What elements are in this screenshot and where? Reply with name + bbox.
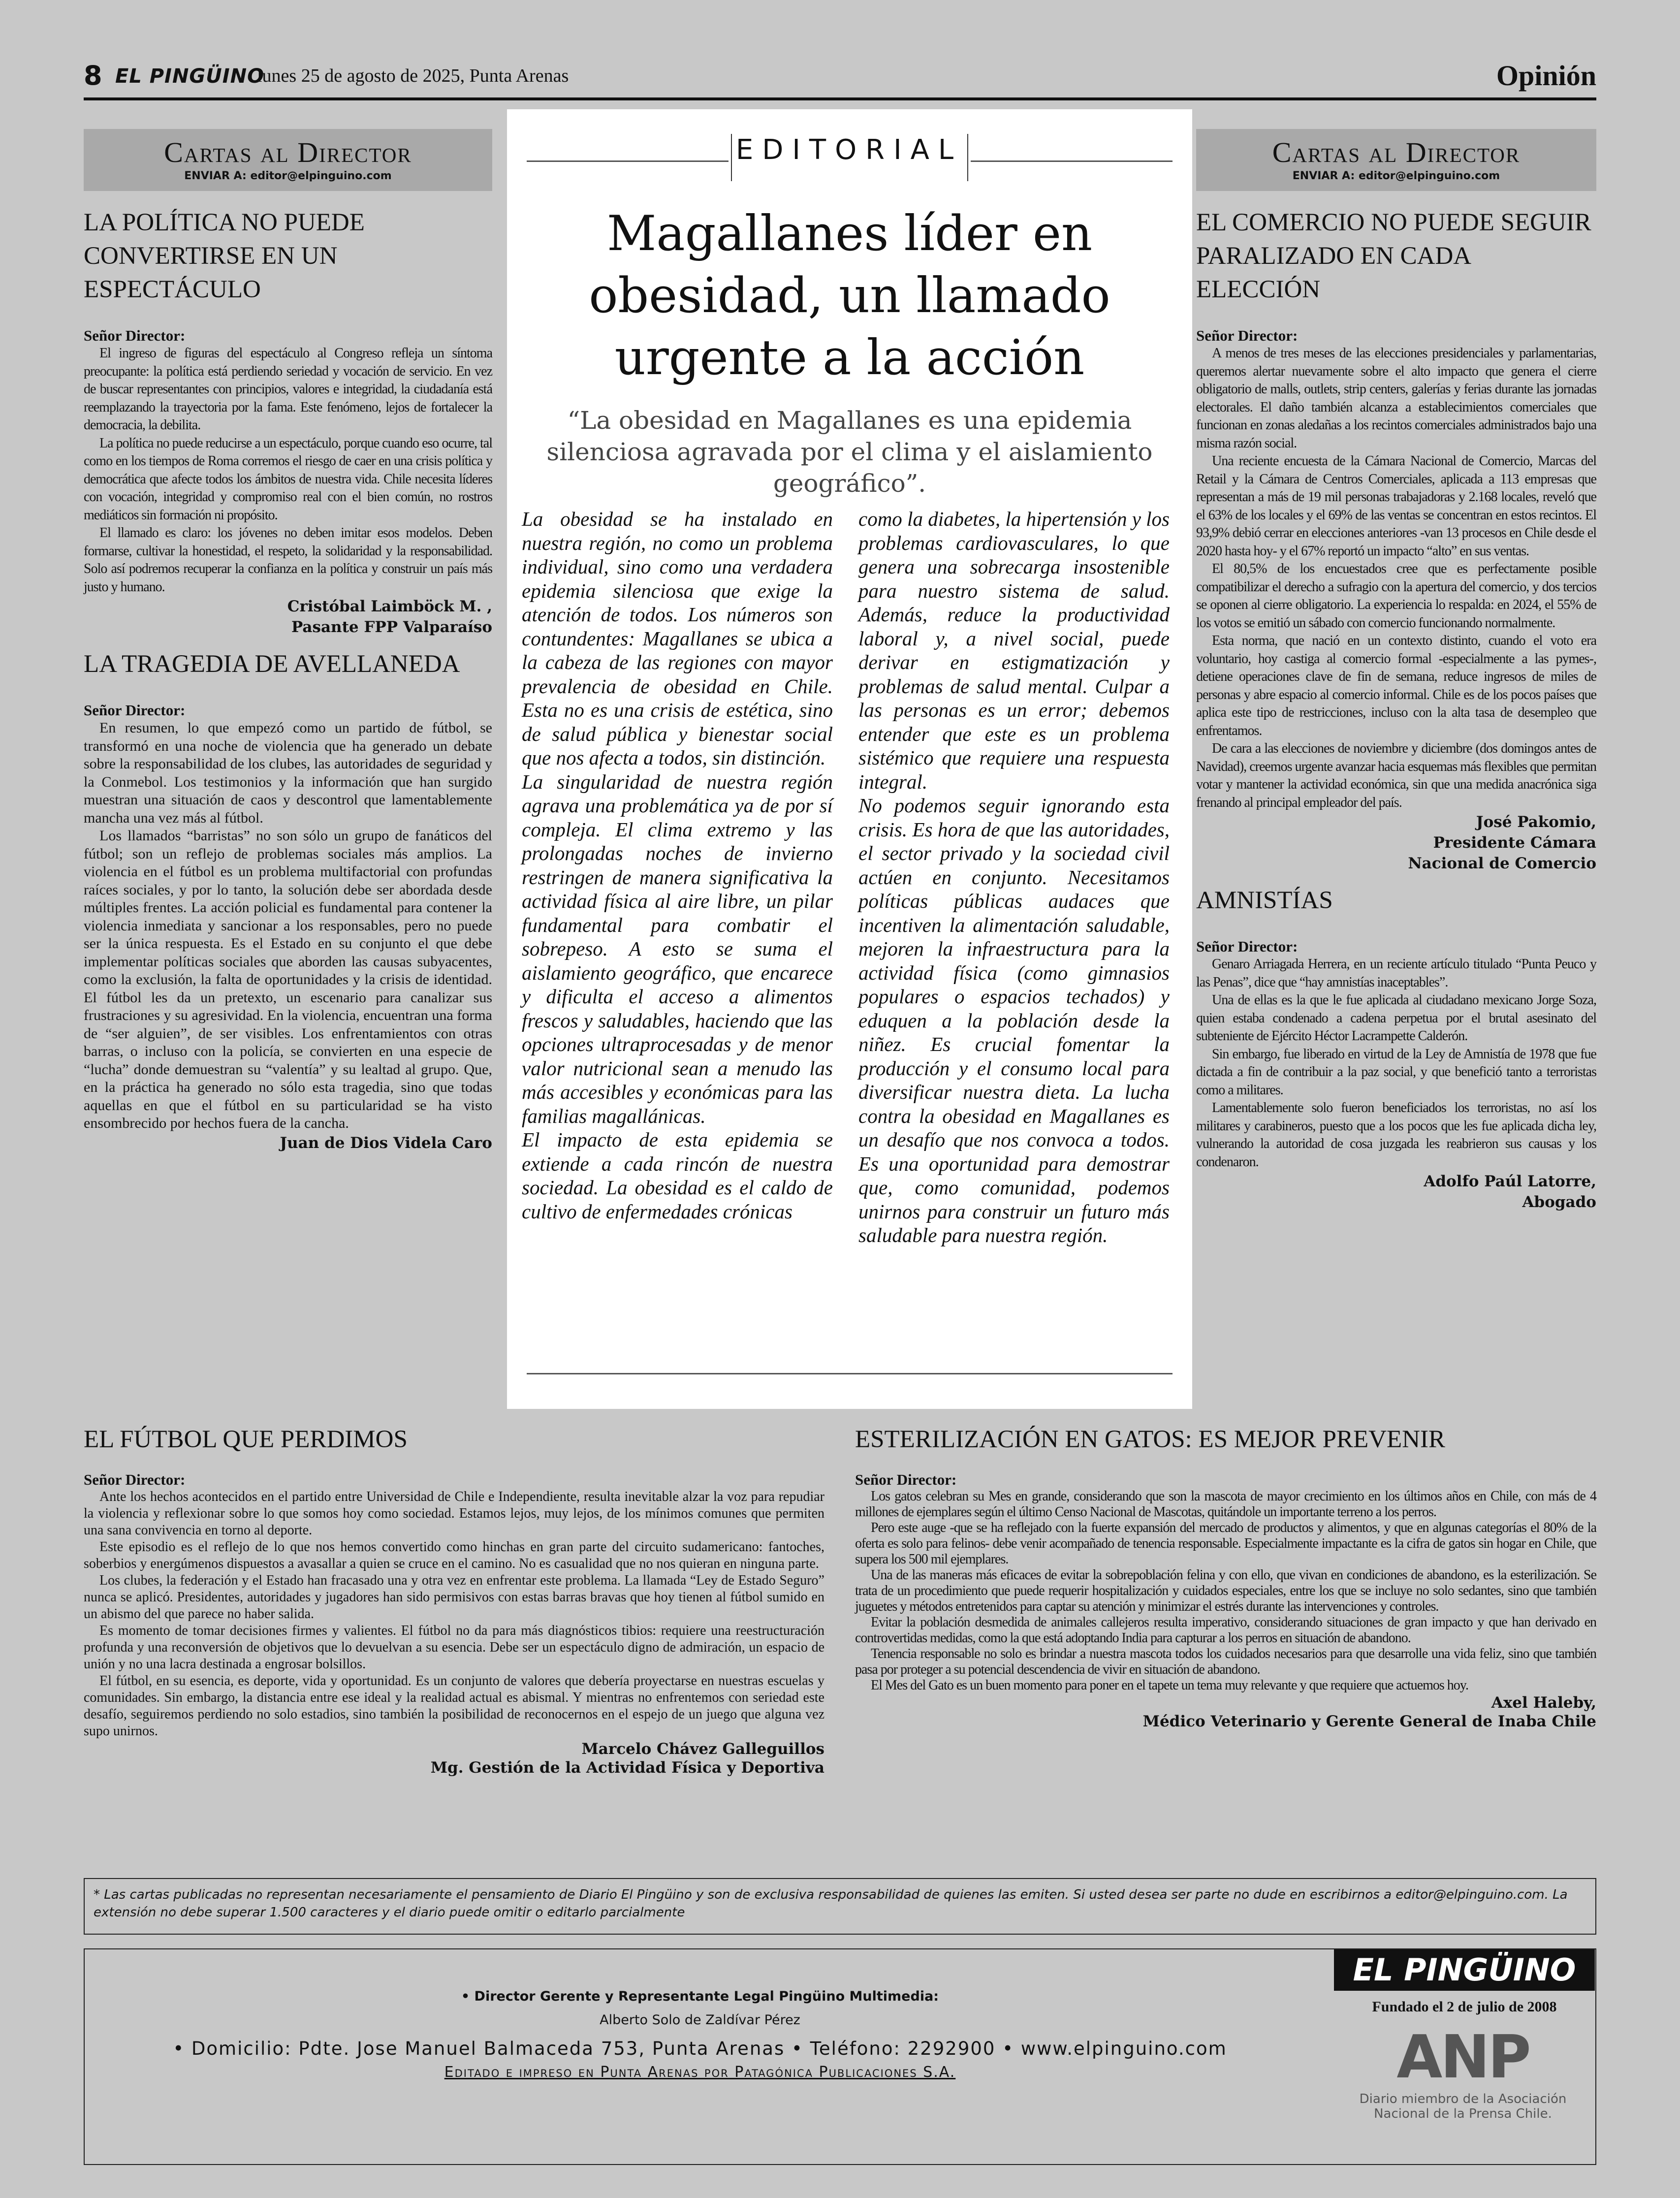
signature bbox=[1196, 1171, 1596, 1212]
brand-name: EL PINGÜINO bbox=[115, 65, 265, 88]
letter-body bbox=[1196, 345, 1596, 812]
anp-logo-icon: ANP bbox=[1396, 2023, 1529, 2092]
founded-date: Fundado el 2 de julio de 2008 bbox=[1372, 1999, 1557, 2015]
editorial-title: Magallanes líder en obesidad, un llamado urgente a la acción bbox=[589, 206, 1110, 386]
letter-body bbox=[1196, 956, 1596, 1171]
left-column bbox=[84, 129, 492, 1153]
paragraph: En resumen, lo que empezó como un partido de fútbol, se transformó en una noche de violencia que ha generado un debate sobre la responsabilidad de los clubes, las autoridades de seguridad y la Conmebol. Los testimonios y la información que han surgido muestran una situación de caos y descontrol que lamentablemente mancha una vez más al fútbol. bbox=[84, 720, 492, 826]
paragraph: Una reciente encuesta de la Cámara Nacional de Comercio, Marcas del Retail y la Cámara de Centros Comerciales, aplicada a 113 empresas que representan a más de 19 mil personas trabajadoras y 2.168 locales, reveló que el 63% de los locales y el 69% de las ventas se concentran en estos recintos. El 93,9% debió cerrar en elecciones anteriores -van 13 procesos en Chile desde el 2020 hasta hoy- y el 67% reportó un impacto “alto” en sus ventas. bbox=[1196, 453, 1596, 559]
editorial-label-bar-right bbox=[967, 134, 968, 181]
dateline: lunes 25 de agosto de 2025, Punta Arenas bbox=[257, 65, 569, 86]
signature-title: Médico Veterinario y Gerente General de Inaba Chile bbox=[1142, 1713, 1596, 1730]
salutation: Señor Director: bbox=[84, 1471, 186, 1488]
letters-header-box bbox=[84, 129, 492, 191]
anp-caption-line1: Diario miembro de la Asociación bbox=[1359, 2092, 1567, 2106]
paragraph: Ante los hechos acontecidos en el partido entre Universidad de Chile e Independiente, resulta inevitable alzar la voz para repudiar la violencia y reflexionar sobre lo que somos hoy como sociedad. Estamos lejos, muy lejos, de los mínimos comunes que permiten una sana convivencia en torno al deporte. bbox=[84, 1489, 824, 1538]
signature bbox=[84, 1133, 492, 1153]
paragraph: El ingreso de figuras del espectáculo al Congreso refleja un síntoma preocupante: la política está perdiendo seriedad y vocación de servicio. En vez de buscar representantes con principios, valores e integridad, la ciudadanía está reemplazando la trayectoria por la fama. Este fenómeno, lejos de fortalecer la democracia, la debilita. bbox=[84, 346, 492, 433]
letters-header-email: ENVIAR A: editor@elpinguino.com bbox=[1292, 170, 1500, 182]
letter-headline: ESTERILIZACIÓN EN GATOS: ES MEJOR PREVENIR bbox=[855, 1426, 1445, 1453]
signature-title: Presidente Cámara bbox=[1433, 834, 1596, 852]
bottom-left-letter bbox=[84, 1423, 824, 1777]
signature-name: Juan de Dios Videla Caro bbox=[280, 1134, 492, 1152]
signature-name: Marcelo Chávez Galleguillos bbox=[581, 1740, 824, 1758]
footer-box bbox=[84, 1948, 1596, 2165]
letters-header-box bbox=[1196, 129, 1596, 191]
paragraph: De cara a las elecciones de noviembre y diciembre (dos domingos antes de Navidad), creemos urgente avanzar hacia esquemas más flexibles que permitan votar y mantener la actividad económica, sin que una medida anacrónica siga frenando al principal empleador del país. bbox=[1196, 741, 1596, 810]
director-name: Alberto Solo de Zaldívar Pérez bbox=[600, 2012, 800, 2028]
letter-body bbox=[855, 1489, 1596, 1693]
paragraph: Pero este auge -que se ha reflejado con la fuerte expansión del mercado de productos y alimentos, y que en algunas categorías el 80% de la oferta es solo para felinos- debe venir acompañado de tenencia responsable. Especialmente impactante es la cifra de gatos sin hogar en Chile, que supera los 500 mil ejemplares. bbox=[855, 1520, 1596, 1567]
signature-name: Cristóbal Laimböck M. , bbox=[287, 598, 492, 615]
salutation: Señor Director: bbox=[855, 1471, 957, 1488]
signature-name: José Pakomio, bbox=[1476, 813, 1596, 831]
editorial-column-2 bbox=[858, 507, 1170, 1247]
signature-name: Adolfo Paúl Latorre, bbox=[1424, 1173, 1596, 1190]
footer-brand-logo: EL PINGÜINO bbox=[1334, 1949, 1595, 1991]
paragraph: Sin embargo, fue liberado en virtud de la Ley de Amnistía de 1978 que fue dictada a fin de contribuir a la paz social, y que benefició tanto a terroristas como a militares. bbox=[1196, 1046, 1596, 1098]
signature bbox=[84, 1740, 824, 1777]
paragraph: Una de ellas es la que le fue aplicada al ciudadano mexicano Jorge Soza, quien estaba condenado a cadena perpetua por el brutal asesinato del subteniente de Ejército Héctor Lacrampette Calderón. bbox=[1196, 992, 1596, 1044]
page-number: 8 bbox=[84, 60, 102, 91]
letter-headline: EL FÚTBOL QUE PERDIMOS bbox=[84, 1426, 408, 1453]
paragraph: El Mes del Gato es un buen momento para poner en el tapete un tema muy relevante y que requiere que actuemos hoy. bbox=[871, 1678, 1468, 1693]
editorial-rule-right bbox=[971, 160, 1173, 162]
letter-headline: AMNISTÍAS bbox=[1196, 887, 1333, 914]
paragraph: Este episodio es el reflejo de lo que nos hemos convertido como hinchas en gran parte del circuito sudamericano: fantoches, soberbios y energúmenos dispuestos a avasallar a quien se cruce en el camino. No es casualidad que no nos quieran en ninguna parte. bbox=[84, 1539, 824, 1571]
salutation: Señor Director: bbox=[84, 701, 186, 719]
paragraph: Evitar la población desmedida de animales callejeros resulta imperativo, considerando situaciones de gran impacto y que han derivado en controvertidas medidas, como la que está adoptando India para capturar a los perros en situación de abandono. bbox=[855, 1615, 1596, 1646]
anp-badge bbox=[1315, 2023, 1611, 2121]
letter-body bbox=[84, 345, 492, 596]
paragraph: A menos de tres meses de las elecciones presidenciales y parlamentarias, queremos alertar nuevamente sobre el alto impacto que genera el cierre obligatorio de malls, outlets, strip centers, galerías y ferias durante las jornadas electorales. El daño también alcanza a establecimientos comerciales que funcionan en zonas aledañas a los recintos comerciales administrados bajo una misma razón social. bbox=[1196, 346, 1596, 451]
salutation: Señor Director: bbox=[1196, 938, 1298, 955]
letter-headline: LA POLÍTICA NO PUEDE CONVERTIRSE EN UN ESPECTÁCULO bbox=[84, 209, 365, 303]
paragraph: Esta norma, que nació en un contexto distinto, cuando el voto era voluntario, hoy castiga al comercio formal -especialmente a las pymes-, detiene operaciones clave de fin de semana, reduce ingresos de miles de personas y abre espacio al comercio informal. Chile es de los pocos países que aplica este tipo de restricciones, incluso con la alta tasa de desempleo que enfrentamos. bbox=[1196, 633, 1596, 738]
paragraph: El fútbol, en su esencia, es deporte, vida y oportunidad. Es un conjunto de valores que debería proyectarse en nuestras escuelas y comunidades. Sin embargo, la distancia entre ese ideal y la realidad actual es abismal. Y mientras no enfrentemos con seriedad este desafío, seguiremos perdiendo no solo estadios, sino también la posibilidad de reconocernos en el espejo de un juego que alguna vez supo unirnos. bbox=[84, 1673, 824, 1739]
signature-name: Axel Haleby, bbox=[1491, 1694, 1596, 1712]
footer-address: • Domicilio: Pdte. Jose Manuel Balmaceda 753, Punta Arenas • Teléfono: 2292900 • www.elpinguino.com bbox=[173, 2038, 1227, 2059]
salutation: Señor Director: bbox=[84, 327, 186, 344]
masthead-rule bbox=[84, 97, 1596, 100]
editorial-label: EDITORIAL bbox=[735, 134, 963, 166]
paragraph: La singularidad de nuestra región agrava una problemática ya de por sí compleja. El clima extremo y las prolongadas noches de invierno restringen de manera significativa la actividad física al aire libre, un pilar fundamental para combatir el sobrepeso. A esto se suma el aislamiento geográfico, que encarece y dificulta el acceso a alimentos frescos y saludables, haciendo que las opciones ultraprocesadas y de menor valor nutricional sean a menudo las más accesibles y económicas para las familias magallánicas. bbox=[522, 770, 833, 1127]
editorial-pull-quote: “La obesidad en Magallanes es una epidemia silenciosa agravada por el clima y el aislamiento geográfico”. bbox=[546, 406, 1153, 498]
letter-headline: EL COMERCIO NO PUEDE SEGUIR PARALIZADO EN CADA ELECCIÓN bbox=[1196, 209, 1591, 303]
section-title: Opinión bbox=[1496, 60, 1596, 92]
signature-title: Nacional de Comercio bbox=[1408, 855, 1596, 872]
paragraph: Una de las maneras más eficaces de evitar la sobrepoblación felina y con ello, que vivan en condiciones de abandono, es la esterilización. Se trata de un procedimiento que puede requerir hospitalización y cuidados especiales, entre los que se incluye no solo sedantes, sino que también juguetes y métodos entretenidos para captar su atención y minimizar el estrés durante las intervenciones y controles. bbox=[855, 1567, 1596, 1614]
letters-header-email: ENVIAR A: editor@elpinguino.com bbox=[184, 170, 392, 182]
signature bbox=[1196, 812, 1596, 874]
disclaimer: * Las cartas publicadas no representan necesariamente el pensamiento de Diario El Pingüino y son de exclusiva responsabilidad de quienes las emiten. Si usted desea ser parte no dude en escribirnos a editor@elpinguino.com. La extensión no debe superar 1.500 caracteres y el diario puede omitir o editarlo parcialmente bbox=[84, 1878, 1596, 1935]
paragraph: El 80,5% de los encuestados cree que es perfectamente posible compatibilizar el derecho a sufragio con la apertura del comercio, y dos tercios se oponen al cierre obligatorio. La experiencia lo respalda: en 2024, el 55% de los votos se emitió un sábado con comercio funcionando normalmente. bbox=[1196, 561, 1596, 631]
right-column bbox=[1196, 129, 1596, 1212]
signature-title: Pasante FPP Valparaíso bbox=[291, 618, 492, 636]
editorial-rule-left bbox=[527, 160, 729, 162]
paragraph: Es momento de tomar decisiones firmes y valientes. El fútbol no da para más diagnósticos tibios: requiere una reestructuración profunda y una reconversión de objetivos que lo devuelvan a su esencia. Debe ser un espectáculo digno de admiración, un espacio de unión y no una lacra destinada a engrosar bolsillos. bbox=[84, 1623, 824, 1672]
paragraph: No podemos seguir ignorando esta crisis. Es hora de que las autoridades, el sector privado y la sociedad civil actúen en conjunto. Necesitamos políticas públicas audaces que incentiven la alimentación saludable, mejoren la infraestructura para la actividad física (como gimnasios populares o espacios techados) y eduquen a la población desde la niñez. Es crucial fomentar la producción y el consumo local para diversificar nuestra dieta. La lucha contra la obesidad en Magallanes es un desafío que nos convoca a todos. Es una oportunidad para demostrar que, como comunidad, podemos unirnos para construir un futuro más saludable para nuestra región. bbox=[858, 794, 1170, 1246]
editorial-column-1 bbox=[522, 507, 833, 1223]
signature-title: Mg. Gestión de la Actividad Física y Deportiva bbox=[430, 1759, 824, 1777]
paragraph: El llamado es claro: los jóvenes no deben imitar esos modelos. Deben formarse, cultivar la honestidad, el respeto, la solidaridad y la responsabilidad. Solo así podremos recuperar la confianza en la política y construir un país más justo y humano. bbox=[84, 525, 492, 595]
signature bbox=[855, 1693, 1596, 1731]
letter-body bbox=[84, 719, 492, 1133]
paragraph: Lamentablemente solo fueron beneficiados los terroristas, no así los militares y carabineros, puesto que a los pocos que les fue aplicada dicha ley, vulnerando la autoridad de cosa juzgada les reabrieron sus causas y los condenaron. bbox=[1196, 1100, 1596, 1170]
editorial-bottom-rule bbox=[527, 1373, 1173, 1374]
bottom-right-letter bbox=[855, 1423, 1596, 1731]
paragraph: Los gatos celebran su Mes en grande, considerando que son la mascota de mayor crecimiento en los últimos años en Chile, con más de 4 millones de ejemplares según el último Censo Nacional de Mascotas, quitándole un importante terreno a los perros. bbox=[855, 1489, 1596, 1520]
paragraph: Los llamados “barristas” no son sólo un grupo de fanáticos del fútbol; son un reflejo de problemas sociales más amplios. La violencia en el fútbol es un problema multifactorial con profundas raíces sociales, y por lo tanto, la solución debe ser abordada desde múltiples frentes. La acción policial es fundamental para contener la violencia inmediata y sancionar a los responsables, pero no puede ser la única respuesta. Es el Estado en su conjunto el que debe implementar políticas sociales que aborden las causas subyacentes, como la exclusión, la falta de oportunidades y la crisis de identidad. El fútbol les da un pretexto, un escenario para canalizar sus frustraciones y su agresividad. En la violencia, encuentran una forma de “ser alguien”, de ser visibles. Los enfrentamientos con otras barras, o incluso con la policía, se convierten en una especie de “lucha” donde demuestran su “valentía” y su lealtad al grupo. Que, en la práctica ha generado no sólo esta tragedia, sino que todas aquellas en que el fútbol en su particularidad se ha visto ensombrecido por hechos fuera de la cancha. bbox=[84, 828, 492, 1131]
anp-caption-line2: Nacional de la Prensa Chile. bbox=[1374, 2106, 1552, 2121]
paragraph: La política no puede reducirse a un espectáculo, porque cuando eso ocurre, tal como en los tiempos de Roma corremos el riesgo de caer en una crisis política y democrática que afecte todos los ámbitos de nuestra vida. Chile necesita líderes con vocación, integridad y compromiso real con el bien común, no rostros mediáticos sin formación ni propósito. bbox=[84, 435, 492, 523]
paragraph: El impacto de esta epidemia se extiende a cada rincón de nuestra sociedad. La obesidad es el caldo de cultivo de enfermedades crónicas bbox=[522, 1128, 833, 1223]
paragraph: como la diabetes, la hipertensión y los problemas cardiovasculares, lo que genera una sobrecarga insostenible para nuestro sistema de salud. Además, reduce la productividad laboral y, a nivel social, puede derivar en estigmatización y problemas de salud mental. Culpar a las personas es un error; debemos entender que este es un problema sistémico que requiere una respuesta integral. bbox=[858, 508, 1170, 793]
signature bbox=[84, 596, 492, 637]
paragraph: La obesidad se ha instalado en nuestra región, no como un problema individual, sino como una verdadera epidemia silenciosa que exige la atención de todos. Los números son contundentes: Magallanes se ubica a la cabeza de las regiones con mayor prevalencia de obesidad en Chile. Esta no es una crisis de estética, sino de salud pública y bienestar social que nos afecta a todos, sin distinción. bbox=[522, 508, 833, 769]
director-title: • Director Gerente y Representante Legal Pingüino Multimedia: bbox=[461, 1989, 939, 2004]
paragraph: Tenencia responsable no solo es brindar a nuestra mascota todos los cuidados necesarios para que desarrolle una vida feliz, sino que también pasa por proteger a su potencial descendencia de vivir en situación de abandono. bbox=[855, 1646, 1596, 1677]
letters-header-title: Cartas al Director bbox=[1272, 136, 1521, 168]
paragraph: Los clubes, la federación y el Estado han fracasado una y otra vez en enfrentar este problema. La llamada “Ley de Estado Seguro” nunca se aplicó. Presidentes, autoridades y jugadores han sido permisivos con estas barras bravas que hoy tienen al fútbol sumido en un abismo del que parece no haber salida. bbox=[84, 1573, 824, 1622]
signature-title: Abogado bbox=[1522, 1193, 1596, 1211]
paragraph: Genaro Arriagada Herrera, en un reciente artículo titulado “Punta Peuco y las Penas”, dice que “hay amnistías inaceptables”. bbox=[1196, 956, 1596, 990]
letter-headline: LA TRAGEDIA DE AVELLANEDA bbox=[84, 650, 460, 678]
editorial-box bbox=[507, 109, 1192, 1409]
letter-body bbox=[84, 1489, 824, 1740]
footer-printer: Editado e impreso en Punta Arenas por Patagónica Publicaciones S.A. bbox=[444, 2064, 956, 2081]
letters-header-title: Cartas al Director bbox=[164, 136, 412, 168]
salutation: Señor Director: bbox=[1196, 327, 1298, 344]
